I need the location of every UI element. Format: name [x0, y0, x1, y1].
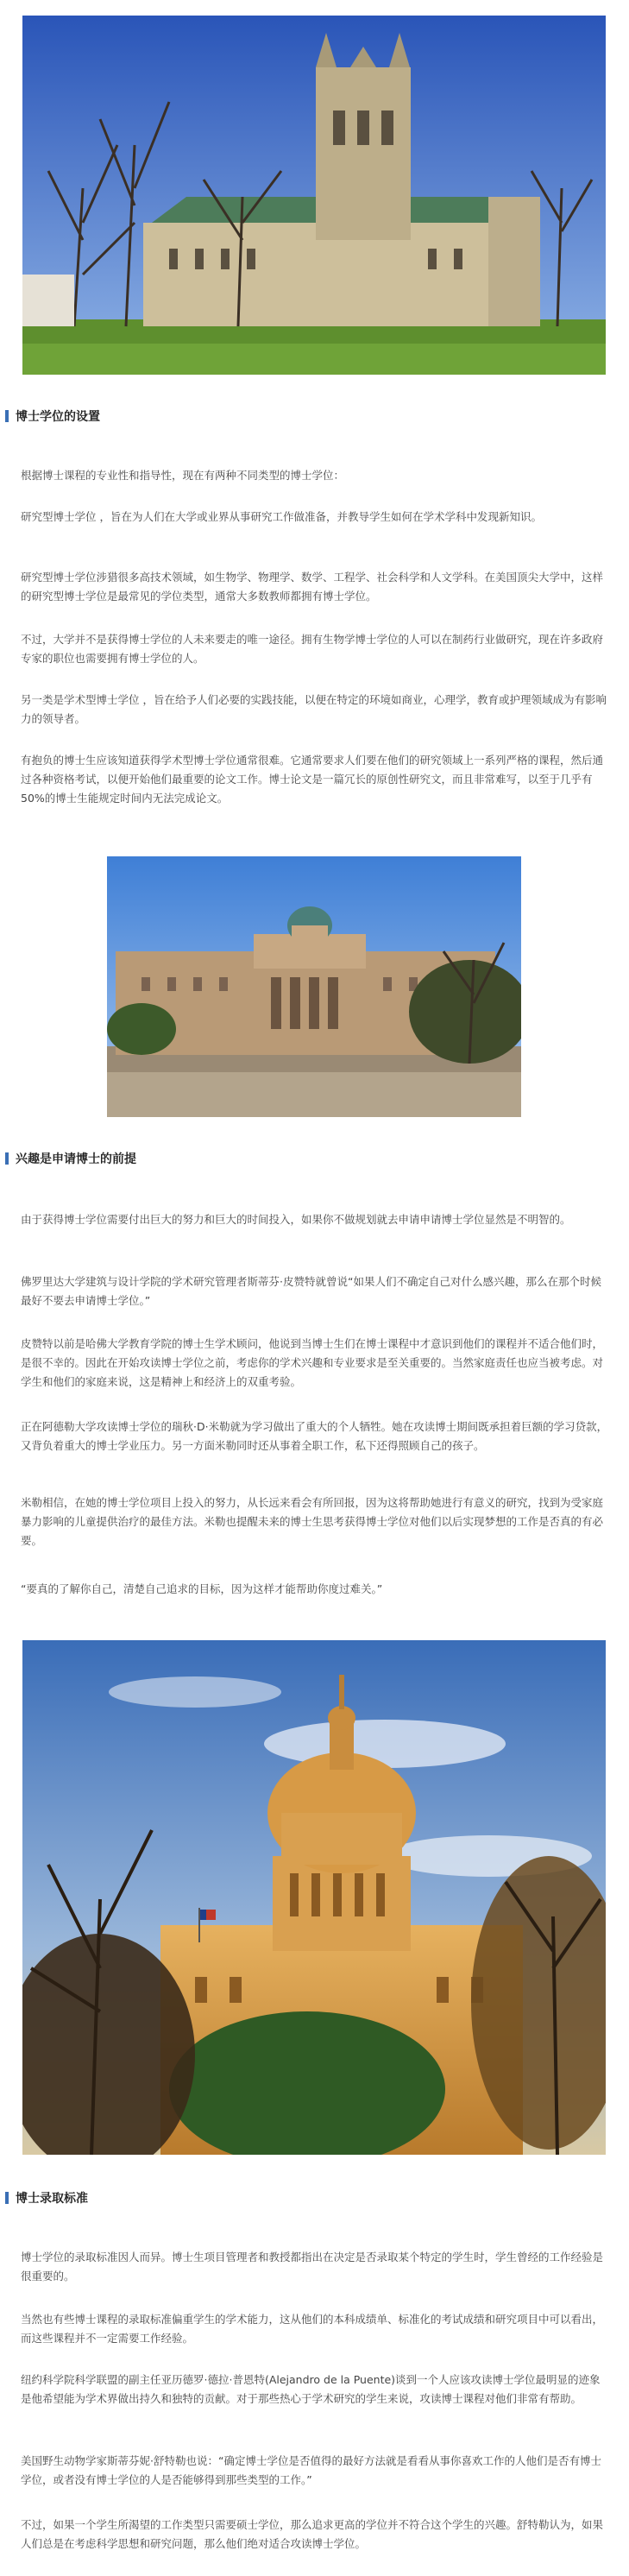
section-heading: 兴趣是申请博士的前提: [0, 1150, 629, 1167]
paragraph: 皮赞特以前是哈佛大学教育学院的博士生学术顾问，他说到当博士生们在博士课程中才意识到他们的课程并不适合他们时，是很不幸的。因此在开始攻读博士学位之前，考虑你的学术兴趣和专业要求是至关重要的。当然家庭责任也应当被考虑。对学生和他们的家庭来说，这是精神上和经济上的双重考验。: [21, 1337, 604, 1388]
paragraph: 根据博士课程的专业性和指导性，现在有两种不同类型的博士学位：: [21, 469, 345, 482]
paragraph: 米勒相信，在她的博士学位项目上投入的努力，从长远来看会有所回报，因为这将帮助她进行有意义的研究，找到为受家庭暴力影响的儿童提供治疗的最佳方法。米勒也提醒未来的博士生思考获得博士学位对他们以后实现梦想的工作是否真的有必要。: [21, 1496, 604, 1547]
paragraph: 另一类是学术型博士学位 ，旨在给予人们必要的实践技能，以便在特定的环境如商业，心理学，教育或护理领域成为有影响力的领导者。: [21, 693, 607, 725]
paragraph: 研究型博士学位涉猎很多高技术领域，如生物学、物理学、数学、工程学、社会科学和人文学科。在美国顶尖大学中，这样的研究型博士学位是最常见的学位类型，通常大多数教师都拥有博士学位。: [21, 571, 604, 603]
campus-tower-photo: [22, 16, 606, 375]
section-heading: 博士学位的设置: [0, 407, 629, 425]
paragraph: 博士学位的录取标准因人而异。博士生项目管理者和教授都指出在决定是否录取某个特定的学生时，学生曾经的工作经验是很重要的。: [21, 2251, 604, 2282]
paragraph: 不过，如果一个学生所渴望的工作类型只需要硕士学位，那么追求更高的学位并不符合这个学生的兴趣。舒特勒认为，如果人们总是在考虑科学思想和研究问题，那么他们绝对适合攻读博士学位。: [21, 2518, 604, 2550]
paragraph: 研究型博士学位 ，旨在为人们在大学或业界从事研究工作做准备，并教导学生如何在学术学科中发现新知识。: [21, 510, 542, 523]
paragraph: 正在阿德勒大学攻读博士学位的瑞秋·D·米勒就为学习做出了重大的个人牺牲。她在攻读博士期间既承担着巨额的学习贷款，又背负着重大的博士学业压力。另一方面米勒同时还从事着全职工作，私下还得照顾自己的孩子。: [21, 1420, 608, 1452]
paragraph: 由于获得博士学位需要付出巨大的努力和巨大的时间投入，如果你不做规划就去申请申请博士学位显然是不明智的。: [21, 1213, 571, 1226]
domed-building-photo: [107, 856, 521, 1117]
paragraph: 美国野生动物学家斯蒂芬妮·舒特勒也说：“确定博士学位是否值得的最好方法就是看看从事你喜欢工作的人他们是否有博士学位，或者没有博士学位的人是否能够得到那些类型的工作。”: [21, 2454, 601, 2486]
paragraph: 纽约科学院科学联盟的副主任亚历德罗·德拉·普恩特(Alejandro de la Puente)谈到一个人应该攻读博士学位最明显的迹象是他希望能为学术界做出持久和独特的贡献。对于那些热心于学术研究的学生来说，攻读博士课程对他们非常有帮助。: [21, 2373, 601, 2405]
paragraph: 佛罗里达大学建筑与设计学院的学术研究管理者斯蒂芬·皮赞特就曾说“如果人们不确定自己对什么感兴趣，那么在那个时候最好不要去申请博士学位。”: [21, 1275, 601, 1307]
capitol-building-photo: [22, 1640, 606, 2155]
section-heading: 博士录取标准: [0, 2189, 629, 2207]
paragraph: 有抱负的博士生应该知道获得学术型博士学位通常很难。它通常要求人们要在他们的研究领域上一系列严格的课程，然后通过各种资格考试，以便开始他们最重要的论文工作。博士论文是一篇冗长的原创性研究文，而且非常难写，以至于几乎有50%的博士生能规定时间内无法完成论文。: [21, 754, 604, 805]
paragraph: 不过，大学并不是获得博士学位的人未来要走的唯一途径。拥有生物学博士学位的人可以在制药行业做研究，现在许多政府专家的职位也需要拥有博士学位的人。: [21, 633, 604, 665]
paragraph: “要真的了解你自己，清楚自己追求的目标，因为这样才能帮助你度过难关。”: [21, 1582, 383, 1595]
paragraph: 当然也有些博士课程的录取标准偏重学生的学术能力，这从他们的本科成绩单、标准化的考试成绩和研究项目中可以看出，而这些课程并不一定需要工作经验。: [21, 2313, 604, 2345]
